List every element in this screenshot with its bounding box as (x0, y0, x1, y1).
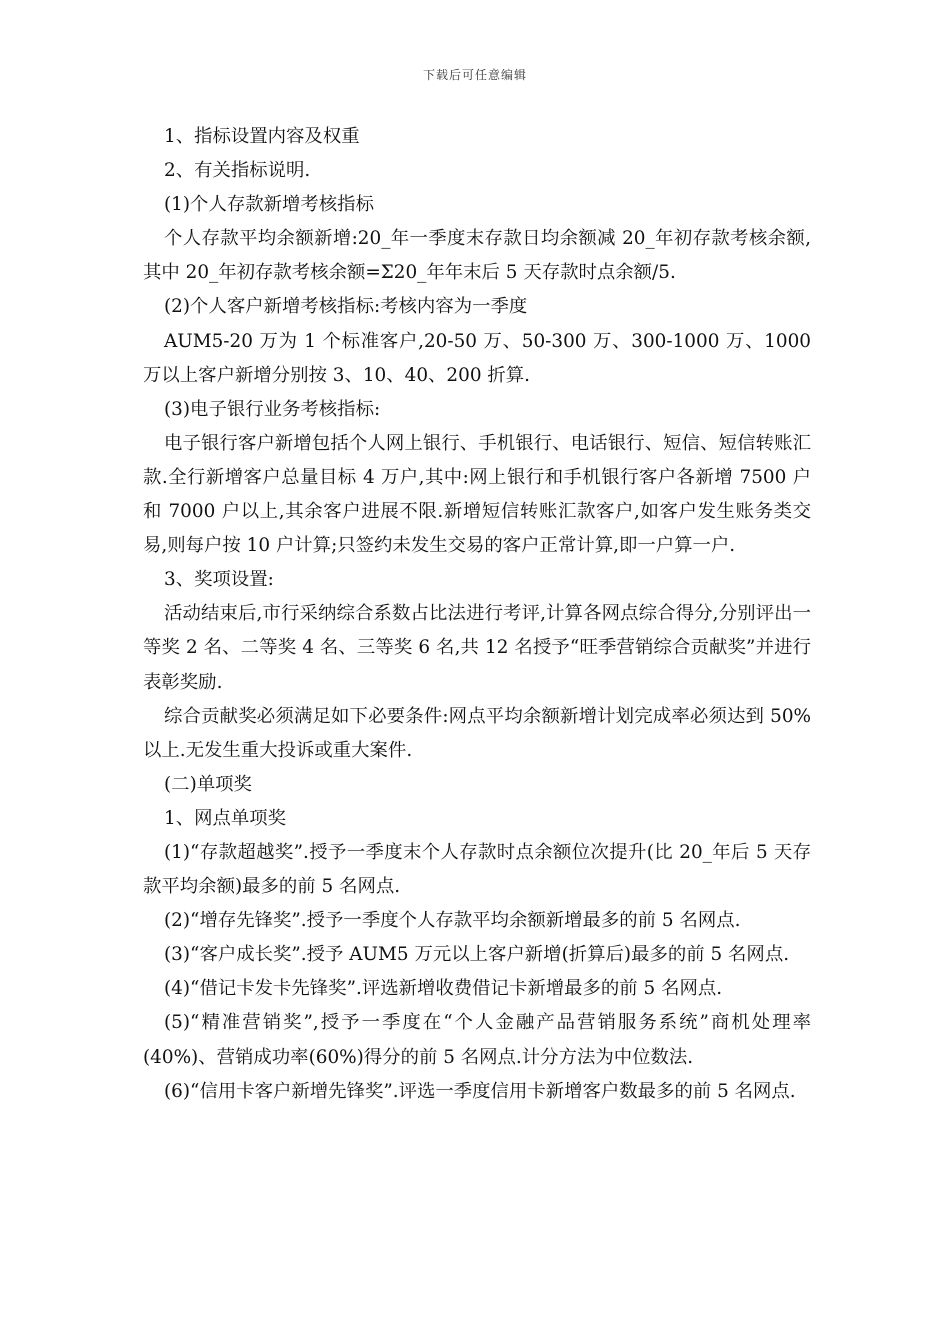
paragraph: 1、网点单项奖 (164, 807, 287, 829)
paragraph: (2)个人客户新增考核指标:考核内容为一季度 (164, 296, 528, 318)
paragraph: (2)“增存先锋奖”.授予一季度个人存款平均余额新增最多的前 5 名网点. (164, 910, 741, 932)
paragraph: AUM5-20 万为 1 个标准客户,20-50 万、50-300 万、300-1000 万、1000 万以上客户新增分别按 3、10、40、200 折算. (143, 330, 811, 386)
paragraph: 活动结束后,市行采纳综合系数占比法进行考评,计算各网点综合得分,分别评出一等奖 2 名、二等奖 4 名、三等奖 6 名,共 12 名授予“旺季营销综合贡献奖”并进行表彰奖励. (143, 603, 811, 693)
page-header-note: 下载后可任意编辑 (422, 68, 527, 82)
paragraph: (1)个人存款新增考核指标 (164, 194, 374, 216)
paragraph: 个人存款平均余额新增:20_年一季度末存款日均余额减 20_年初存款考核余额,其中 20_年初存款考核余额=Σ20_年年末后 5 天存款时点余额/5. (143, 228, 811, 284)
paragraph: 3、奖项设置: (164, 569, 274, 591)
paragraph: (6)“信用卡客户新增先锋奖”.评选一季度信用卡新增客户数最多的前 5 名网点. (164, 1080, 796, 1102)
paragraph: 2、有关指标说明. (164, 160, 311, 182)
paragraph: (二)单项奖 (164, 773, 252, 795)
paragraph: (5)“精准营销奖”,授予一季度在“个人金融产品营销服务系统”商机处理率(40%)、营销成功率(60%)得分的前 5 名网点.计分方法为中位数法. (143, 1012, 811, 1068)
paragraph: 1、指标设置内容及权重 (164, 126, 360, 147)
paragraph: (1)“存款超越奖”.授予一季度末个人存款时点余额位次提升(比 20_年后 5 天存款平均余额)最多的前 5 名网点. (143, 841, 811, 898)
paragraph: 电子银行客户新增包括个人网上银行、手机银行、电话银行、短信、短信转账汇款.全行新增客户总量目标 4 万户,其中:网上银行和手机银行客户各新增 7500 户和 7000 户以上,其余客户进展不限.新增短信转账汇款客户,如客户发生账务类交易,则每户按 10 户计算;只签约未发生交易的客户正常计算,即一户算一户. (143, 432, 811, 557)
paragraph: (3)电子银行业务考核指标: (164, 398, 381, 420)
document-body (143, 120, 811, 1109)
paragraph: (3)“客户成长奖”.授予 AUM5 万元以上客户新增(折算后)最多的前 5 名网点. (164, 944, 790, 966)
paragraph: 综合贡献奖必须满足如下必要条件:网点平均余额新增计划完成率必须达到 50%以上.无发生重大投诉或重大案件. (143, 705, 811, 761)
paragraph: (4)“借记卡发卡先锋奖”.评选新增收费借记卡新增最多的前 5 名网点. (164, 978, 723, 1000)
